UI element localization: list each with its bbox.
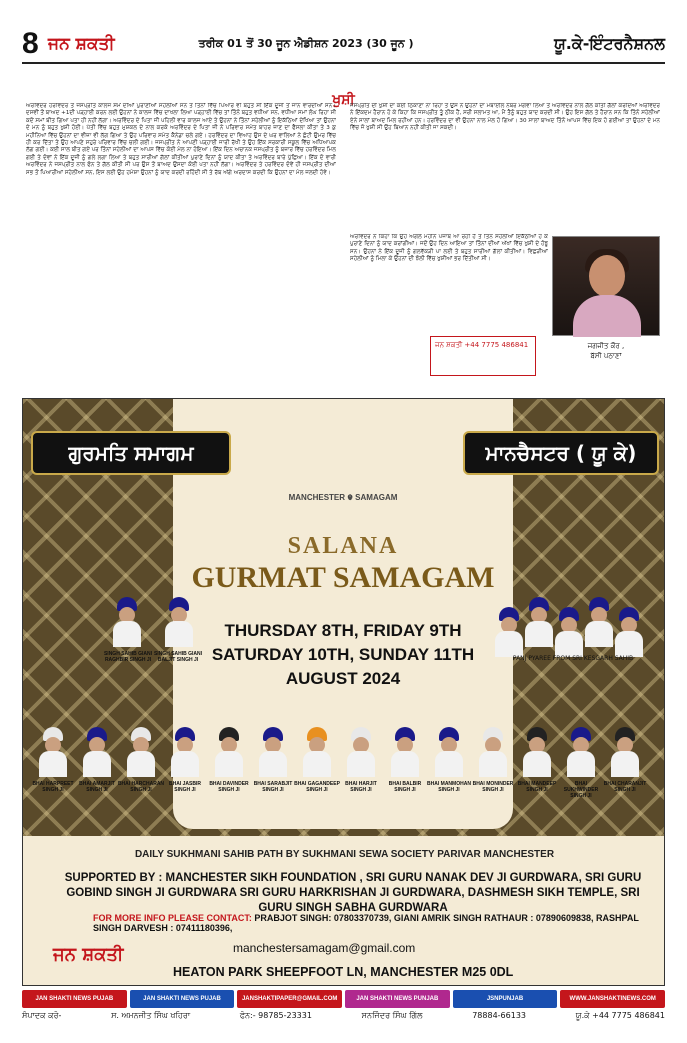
panj-pyare-avatar <box>555 607 583 657</box>
speaker-avatar <box>259 727 287 777</box>
date-line-3: AUGUST 2024 <box>285 669 401 688</box>
speaker-label: BHAI HARCHARAN SINGH JI <box>117 781 165 793</box>
panj-pyare-avatar <box>615 607 643 657</box>
leader-2-label: SINGH SAHIB GIANI BALJIT SINGH JI <box>153 651 203 663</box>
poster-title: GURMAT SAMAGAM <box>191 561 495 594</box>
speaker-avatar <box>479 727 507 777</box>
leader-1-avatar <box>113 597 141 647</box>
speaker-label: BHAI SUKHWINDER SINGH JI <box>563 781 599 799</box>
speaker-avatar <box>611 727 639 777</box>
speaker-avatar <box>303 727 331 777</box>
event-poster <box>22 398 665 986</box>
speaker-avatar <box>127 727 155 777</box>
speaker-label: BHAI MANDEEP SINGH JI <box>517 781 557 793</box>
speaker-label: BHAI HARPREET SINGH JI <box>32 781 74 793</box>
leader-2-avatar <box>165 597 193 647</box>
supporters-text: SUPPORTED BY : MANCHESTER SIKH FOUNDATION , SRI GURU NANAK DEV JI GURDWARA, SRI GURU GOBIND SINGH JI GURDWARA SRI GURU HARKRISHAN JI GURDWARA, DASHMESH SIKH TEMPLE, SRI GURU SINGH SABHA GURDWARA <box>64 872 642 914</box>
panj-pyare-avatar <box>495 607 523 657</box>
venue-address: HEATON PARK SHEEPFOOT LN, MANCHESTER M25 0DL <box>173 965 514 979</box>
event-dates <box>173 619 513 691</box>
edition-name: ਯੂ.ਕੇ-ਇੰਟਰਨੈਸ਼ਨਲ <box>554 34 665 53</box>
speaker-avatar <box>347 727 375 777</box>
speaker-avatar <box>435 727 463 777</box>
speaker-avatar <box>523 727 551 777</box>
phone-1: ਫੋਨ:- 98785-23331 <box>239 1011 312 1020</box>
social-links-bar <box>22 990 665 1008</box>
uk-phone: ਯੂ.ਕੇ +44 7775 486841 <box>575 1011 665 1020</box>
article-column-1: ਅਰਵਿੰਦਰ ਹਰਵਿੰਦਰ ਤੇ ਜਸਪ੍ਰੀਤ ਕਾਲਜ ਸਮੇਂ ਦੀਆਂ ਪੁਰਾਣੀਆਂ ਸਹੇਲੀਆਂ ਸਨ ਤੇ ਤਿੰਨਾਂ ਵਿੱਚ ਪਿਆਰ ਵੀ ਬਹੁਤ ਸੀ ਇੱਕ ਦੂਜੀ ਤੋਂ ਜਾਨ ਵਾਰਦੀਆਂ ਸਨ। ਦਸਵੀਂ ਤੋਂ ਬਾਅਦ +1ਦੀ ਪੜ੍ਹਾਈ ਕਰਨ ਲਈ ਉਹਨਾਂ ਨੇ ਕਾਲਜ ਵਿੱਚ ਦਾਖਲਾ ਲਿਆ ਪੜ੍ਹਾਈ ਵਿੱਚ ਤਾਂ ਤਿੰਨੋ ਬਹੁਤ ਵਧੀਆ ਸਨ, ਵਧੀਆ ਸਮਾਂ ਲੰਘ ਰਿਹਾ ਸੀ ਕਦੋਂ ਸਮਾਂ ਬੀਤ ਗਿਆ ਪਤਾ ਹੀ ਨਹੀਂ ਲੱਗਾ। ਅਰਵਿੰਦਰ ਦੇ ਪਿਤਾ ਜੀ ਪਹਿਲੀ ਵਾਰ ਕਾਲਜ ਆਏ ਤੇ ਉਹਨਾਂ ਨੇ ਤਿੰਨਾਂ ਸਹੇਲੀਆਂ ਨੂੰ ਇਕੱਠਿਆਂ ਦੇਖਿਆ ਤਾਂ ਉਹਨਾਂ ਦੇ ਮਨ ਨੂੰ ਬਹੁਤ ਖੁਸ਼ੀ ਹੋਈ। ਪੱਤੀ ਵਿੱਚ ਬਹੁਤ ਮੁਸ਼ਕਲ ਦੇ ਨਾਲ ਕਰਕੇ ਅਰਵਿੰਦਰ ਦੇ ਪਿਤਾ ਜੀ ਨੇ ਪਰਿਵਾਰ ਸਮੇਤ ਬਾਹਰ ਜਾਣ ਦਾ ਫੈਸਲਾ ਕੀਤਾ ਤੇ 3 ਕੁ ਮਹੀਨਿਆਂ ਵਿੱਚ ਉਹਨਾਂ ਦਾ ਵੀਜ਼ਾ ਵੀ ਲੱਗ ਗਿਆ ਤੇ ਉਹ ਪਰਿਵਾਰ ਸਮੇਤ ਕੈਨੇਡਾ ਚਲੇ ਗਏ। ਹਰਵਿੰਦਰ ਦਾ ਵਿਆਹ ਉਸ ਦੇ ਘਰ ਵਾਲਿਆਂ ਨੇ ਛੋਟੀ ਉਮਰ ਵਿੱਚ ਹੀ ਕਰ ਦਿੱਤਾ ਤੇ ਉਹ ਆਪਣੇ ਸਹੁਰੇ ਪਰਿਵਾਰ ਵਿੱਚ ਚਲੀ ਗਈ। ਜਸਪ੍ਰੀਤ ਨੇ ਆਪਣੀ ਪੜ੍ਹਾਈ ਜਾਰੀ ਰੱਖੀ ਤੇ ਉਹ ਇੱਕ ਸਰਕਾਰੀ ਸਕੂਲ ਵਿੱਚ ਅਧਿਆਪਕ ਲੱਗ ਗਈ। ਕਈ ਸਾਲ ਬੀਤ ਗਏ ਪਰ ਤਿੰਨਾਂ ਸਹੇਲੀਆਂ ਦਾ ਆਪਸ ਵਿੱਚ ਕੋਈ ਮੇਲ ਨਾ ਹੋਇਆ। ਇੱਕ ਦਿਨ ਅਚਾਨਕ ਜਸਪ੍ਰੀਤ ਨੂੰ ਬਜ਼ਾਰ ਵਿੱਚ ਹਰਵਿੰਦਰ ਮਿਲ ਗਈ ਤੇ ਦੋਵਾਂ ਨੇ ਇੱਕ ਦੂਜੀ ਨੂੰ ਗਲੇ ਲਗਾ ਲਿਆ ਤੇ ਬਹੁਤ ਸਾਰੀਆਂ ਗੱਲਾਂ ਕੀਤੀਆਂ ਪੁਰਾਣੇ ਦਿਨਾਂ ਨੂੰ ਯਾਦ ਕੀਤਾ ਤੇ ਅਰਵਿੰਦਰ ਬਾਰੇ ਪੁੱਛਿਆ। ਇੱਕ ਦੋ ਵਾਰੀ ਅਰਵਿੰਦਰ ਨੇ ਜਸਪ੍ਰੀਤ ਨਾਲ ਫੋਨ ਤੇ ਗੱਲ ਕੀਤੀ ਸੀ ਪਰ ਉਸ ਤੋਂ ਬਾਅਦ ਉਸਦਾ ਕੋਈ ਪਤਾ ਨਹੀਂ ਲੱਗਾ। ਅਰਵਿੰਦਰ ਤੇ ਹਰਵਿੰਦਰ ਦੋਵੇਂ ਹੀ ਜਸਪ੍ਰੀਤ ਦੀਆਂ ਸਭ ਤੋਂ ਪਿਆਰੀਆਂ ਸਹੇਲੀਆਂ ਸਨ, ਇਸ ਲਈ ਉਹ ਹਮੇਸ਼ਾ ਉਹਨਾਂ ਨੂੰ ਯਾਦ ਕਰਦੀ ਰਹਿੰਦੀ ਸੀ ਤੇ ਰੱਬ ਅੱਗੇ ਅਰਦਾਸ ਕਰਦੀ ਕਿ ਉਹਨਾਂ ਦਾ ਮੇਲ ਜਲਦੀ ਹੋਵੇ। <box>26 103 336 176</box>
contact-numbers: PRABJOT SINGH: 07803370739, GIANI AMRIK SINGH RATHAUR : 07890609838, RASHPAL SINGH DARVESH : 07411180396, <box>93 913 639 933</box>
page-header <box>22 26 665 64</box>
contact-label: FOR MORE INFO PLEASE CONTACT: <box>93 913 252 923</box>
page-number: 8 <box>22 27 39 60</box>
speaker-label: BHAI JASBIR SINGH JI <box>169 781 201 793</box>
speaker-label: BHAI MONINDER SINGH JI <box>472 781 514 793</box>
speaker-avatar <box>391 727 419 777</box>
author-place: ਬੱਸੀ ਪਠਾਣਾਂ <box>590 352 622 360</box>
panj-pyare-label: PANJ PYAREE FROM SRI KESGARH SAHIB <box>512 655 634 662</box>
author-photo <box>552 236 660 336</box>
speaker-avatar <box>83 727 111 777</box>
email-link[interactable]: JANSHAKTIPAPER@GMAIL.COM <box>237 990 342 1008</box>
speaker-label: BHAI CHARANJIT SINGH JI <box>603 781 647 793</box>
speaker-label: BHAI GAGANDEEP SINGH JI <box>294 781 340 793</box>
author-name: ਜਗਜੀਤ ਕੌਰ , <box>587 342 625 350</box>
poster-paper-logo: ਜਨ ਸ਼ਕਤੀ <box>53 944 124 965</box>
banner-gurmat-samagam: ਗੁਰਮਤਿ ਸਮਾਗਮ <box>31 431 231 475</box>
speaker-label: BHAI MANMOHAN SINGH JI <box>427 781 471 793</box>
speaker-avatar <box>171 727 199 777</box>
youtube-link[interactable]: JAN SHAKTI NEWS PUJAB <box>22 990 127 1008</box>
speaker-label: BHAI AMARJIT SINGH JI <box>79 781 115 793</box>
paper-logo: ਜਨ ਸ਼ਕਤੀ <box>48 34 115 54</box>
article-column-3: ਅਰਵਿੰਦਰ ਨੇ ਕਿਹਾ ਕਿ ਉਹ ਅਗਲੇ ਮਹੀਨੇ ਪੰਜਾਬ ਆ ਰਹੀ ਹੈ ਤੇ ਤਿੰਨੋ ਸਹੇਲੀਆਂ ਇਕੱਠੀਆਂ ਹੋ ਕੇ ਪੁਰਾਣੇ ਦਿਨਾਂ ਨੂੰ ਯਾਦ ਕਰਾਂਗੀਆਂ। ਜਦੋਂ ਉਹ ਦਿਨ ਆਇਆ ਤਾਂ ਤਿੰਨਾਂ ਦੀਆਂ ਅੱਖਾਂ ਵਿੱਚ ਖੁਸ਼ੀ ਦੇ ਹੰਝੂ ਸਨ। ਉਹਨਾਂ ਨੇ ਇੱਕ ਦੂਜੀ ਨੂੰ ਗਲਵੱਕੜੀ ਪਾ ਲਈ ਤੇ ਬਹੁਤ ਸਾਰੀਆਂ ਗੱਲਾਂ ਕੀਤੀਆਂ। ਵਿਛੜੀਆਂ ਸਹੇਲੀਆਂ ਨੂੰ ਮਿਲਾ ਕੇ ਉਹਨਾਂ ਦੀ ਝੋਲੀ ਵਿੱਚ ਖੁਸ਼ੀਆਂ ਭਰ ਦਿੱਤੀਆਂ ਸੀ। <box>350 234 548 263</box>
facebook-link[interactable]: JAN SHAKTI NEWS PUJAB <box>130 990 235 1008</box>
daily-path-text: DAILY SUKHMANI SAHIB PATH BY SUKHMANI SEWA SOCIETY PARIVAR MANCHESTER <box>134 849 555 860</box>
article-title: ਖੁਸ਼ੀ <box>332 92 355 108</box>
editor-info <box>22 1011 665 1021</box>
date-line-1: THURSDAY 8TH, FRIDAY 9TH <box>224 621 462 640</box>
instagram-link[interactable]: JAN SHAKTI NEWS PUNJAB <box>345 990 450 1008</box>
twitter-link[interactable]: JSNPUNJAB <box>453 990 558 1008</box>
leader-1-label: SINGH SAHIB GIANI RAGHBIR SINGH JI <box>103 651 153 663</box>
website-link[interactable]: WWW.JANSHAKTINEWS.COM <box>560 990 665 1008</box>
banner-manchester: ਮਾਨਚੈਸਟਰ ( ਯੂ ਕੇ) <box>463 431 659 475</box>
edition-date: ਤਰੀਕ 01 ਤੋਂ 30 ਜੂਨ ਐਡੀਸ਼ਨ 2023 (30 ਜੂਨ ) <box>198 37 414 50</box>
panj-pyare-avatar <box>525 597 553 647</box>
samagam-emblem: MANCHESTER ☬ SAMAGAM <box>288 493 398 502</box>
speaker-avatar <box>215 727 243 777</box>
speaker-label: BHAI SARABJIT SINGH JI <box>253 781 293 793</box>
editor-2: ਸਨਜਿੰਦਰ ਸਿੰਘ ਗਿੱਲ <box>361 1011 423 1020</box>
date-line-2: SATURDAY 10TH, SUNDAY 11TH <box>211 645 475 664</box>
paper-stamp: ਜਨ ਸ਼ਕਤੀ +44 7775 486841 <box>430 336 536 376</box>
speaker-avatar <box>39 727 67 777</box>
editor-1: ਸ. ਅਮਨਜੀਤ ਸਿੰਘ ਖਹਿਰਾ <box>111 1011 191 1020</box>
speaker-label: BHAI HARJIT SINGH JI <box>345 781 377 793</box>
editor-label: ਸੰਪਾਦਕ ਕਰੋ- <box>22 1011 62 1020</box>
contact-email: manchestersamagam@gmail.com <box>233 941 416 955</box>
contact-info <box>93 913 653 933</box>
article-column-2: ਜਸਪ੍ਰੀਤ ਦੀ ਖੁਸ਼ੀ ਦਾ ਕੋਈ ਠਿਕਾਣਾ ਨਾ ਰਿਹਾ ਤੇ ਉਸ ਨੇ ਉਹਨਾਂ ਦਾ ਮੋਬਾਈਲ ਨੰਬਰ ਮੰਗਵਾ ਲਿਆ ਤੇ ਅਰਵਿੰਦਰ ਨਾਲ ਗੱਲ ਕੀਤੀ ਗੱਲਾਂ ਕਰਦਿਆਂ ਅਰਵਿੰਦਰ ਨੇ ਇੱਕਦਮ ਹੈਰਾਨ ਹੋ ਕੇ ਕਿਹਾ ਕਿ ਜਸਪ੍ਰੀਤ ਤੂੰ ਠੀਕ ਹੈਂ, ਸਰੀ ਸਲਾਮਤ ਆ, ਮੈਂ ਤੈਨੂੰ ਬਹੁਤ ਯਾਦ ਕਰਦੀ ਸੀ। ਉਹ ਇਸ ਗੱਲ ਤੇ ਹੈਰਾਨ ਸਨ ਕਿ ਤਿੰਨੋ ਸਹੇਲੀਆਂ ਏਨੇ ਸਾਲਾਂ ਬਾਅਦ ਮਿਲ ਰਹੀਆਂ ਹਨ। ਹਰਵਿੰਦਰ ਦਾ ਵੀ ਉਹਨਾਂ ਨਾਲ ਮੇਲ ਹੋ ਗਿਆ। 30 ਸਾਲਾਂ ਬਾਅਦ ਤਿੰਨੋ ਆਪਸ ਵਿੱਚ ਇਕ ਹੋ ਗਈਆਂ ਤਾਂ ਉਹਨਾਂ ਦੇ ਮਨ ਵਿੱਚ ਜੋ ਖੁਸ਼ੀ ਸੀ ਉਹ ਬਿਆਨ ਨਹੀਂ ਕੀਤੀ ਜਾ ਸਕਦੀ। <box>350 103 660 132</box>
speaker-label: BHAI BALBIR SINGH JI <box>388 781 422 793</box>
salana-text: SALANA <box>287 533 399 559</box>
phone-2: 78884-66133 <box>472 1011 527 1020</box>
speaker-label: BHAI DAVINDER SINGH JI <box>209 781 249 793</box>
panj-pyare-avatar <box>585 597 613 647</box>
speaker-avatar <box>567 727 595 777</box>
